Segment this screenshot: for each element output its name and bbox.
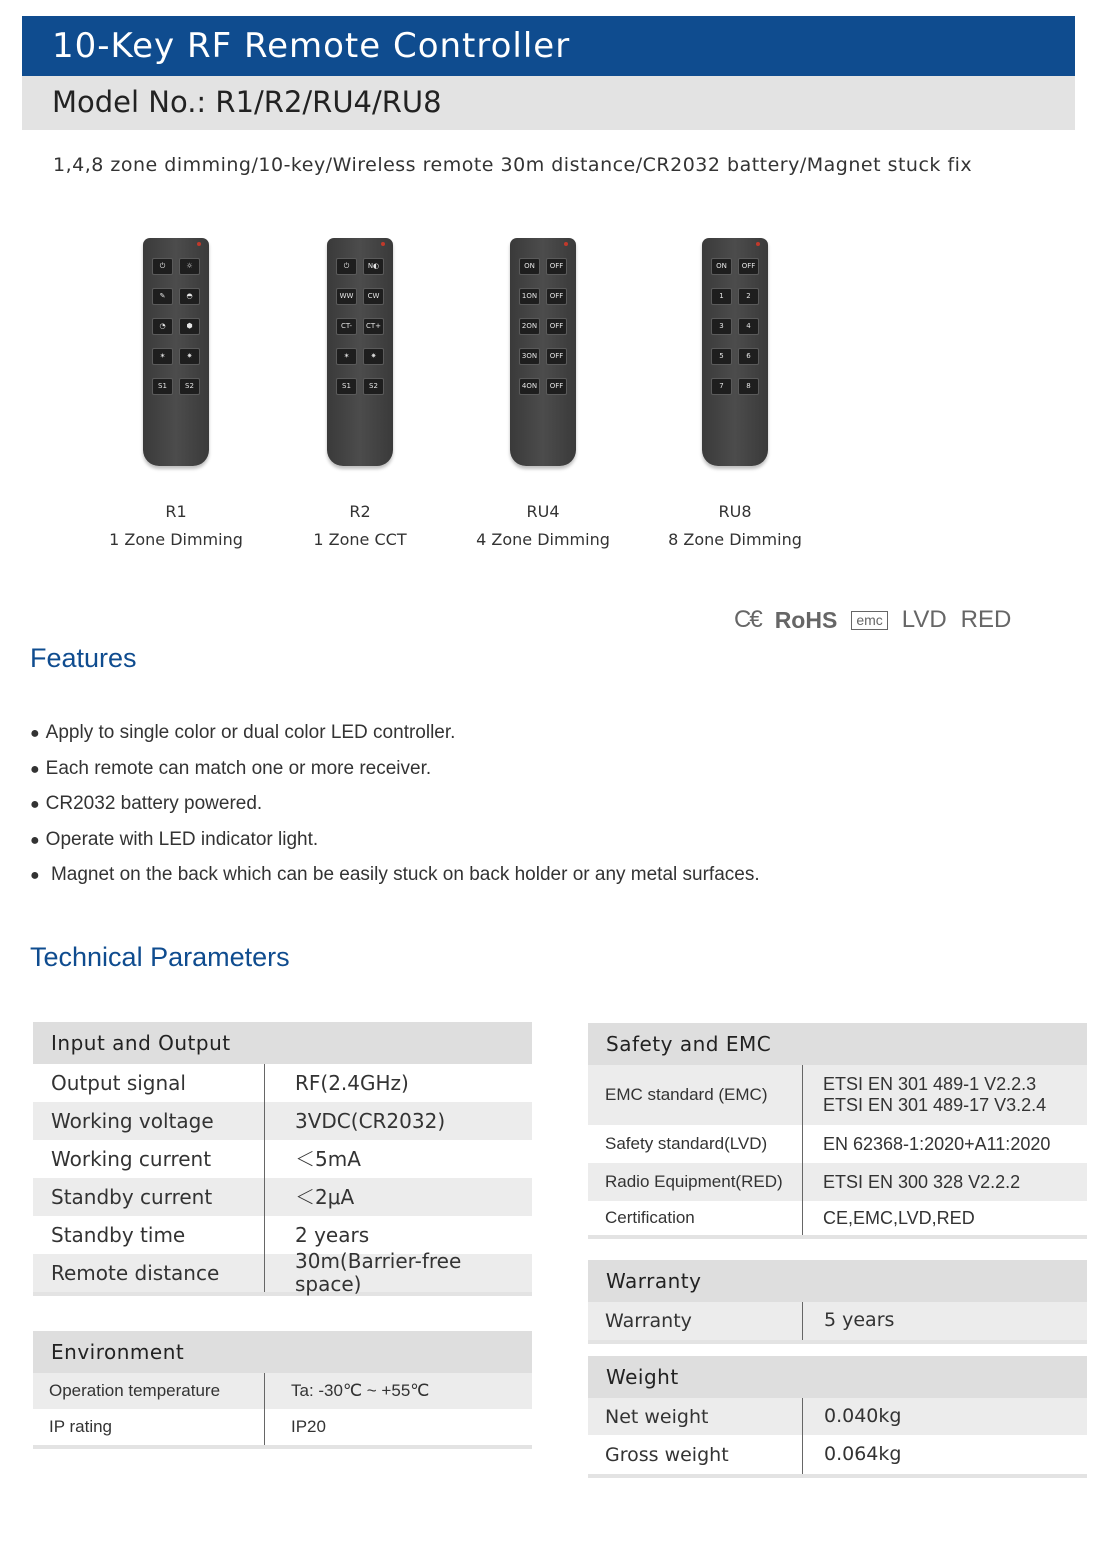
remote-key: ON xyxy=(519,258,540,275)
technical-parameters-heading: Technical Parameters xyxy=(30,942,290,972)
remote-description: 1 Zone CCT xyxy=(313,530,407,549)
remote-description: 4 Zone Dimming xyxy=(476,530,610,549)
table-row xyxy=(588,1302,1087,1340)
remote-key: S2 xyxy=(363,378,384,395)
remote-key: 2ON xyxy=(519,318,540,335)
table-header: Warranty xyxy=(588,1260,1087,1302)
remote-r2-image xyxy=(327,238,393,466)
parameter-label: Working current xyxy=(51,1147,212,1171)
remote-key: 2 xyxy=(738,288,759,305)
parameter-label: Gross weight xyxy=(605,1443,729,1466)
remote-key: ✎ xyxy=(152,288,173,305)
emc-mark: emc xyxy=(851,611,887,630)
remote-key: N◐ xyxy=(363,258,384,275)
table-row xyxy=(588,1065,1087,1125)
remote-key: OFF xyxy=(738,258,759,275)
remote-key: ✶ xyxy=(336,348,357,365)
environment-table xyxy=(33,1331,532,1449)
remote-key: 3 xyxy=(711,318,732,335)
remote-key: OFF xyxy=(546,348,567,365)
parameter-value: ＜2μA xyxy=(295,1184,355,1209)
parameter-value: 0.064kg xyxy=(824,1442,902,1465)
features-list xyxy=(30,715,760,893)
parameter-value: 2 years xyxy=(295,1222,370,1247)
page-title: 10-Key RF Remote Controller xyxy=(52,26,571,66)
remote-key: 7 xyxy=(711,378,732,395)
remote-model-name: R2 xyxy=(349,502,371,521)
remote-model-name: RU4 xyxy=(526,502,560,521)
table-row xyxy=(588,1201,1087,1235)
remote-caption xyxy=(91,498,261,554)
remote-key: ✷ xyxy=(179,348,200,365)
remote-key: OFF xyxy=(546,288,567,305)
remote-ru4-image xyxy=(510,238,576,466)
parameter-label: Remote distance xyxy=(51,1261,220,1285)
table-row xyxy=(33,1102,532,1140)
remote-key: S2 xyxy=(179,378,200,395)
bullet-icon: ● xyxy=(30,760,40,778)
parameter-value: RF(2.4GHz) xyxy=(295,1070,409,1095)
certification-logos xyxy=(734,605,1011,635)
table-row xyxy=(588,1435,1087,1474)
table-header: Safety and EMC xyxy=(588,1023,1087,1065)
parameter-label: Working voltage xyxy=(51,1109,214,1133)
parameter-value: 3VDC(CR2032) xyxy=(295,1108,446,1133)
bullet-icon: ● xyxy=(30,867,40,884)
indicator-led xyxy=(197,242,201,246)
table-row xyxy=(588,1398,1087,1435)
remote-caption xyxy=(275,498,445,554)
remote-key: 8 xyxy=(738,378,759,395)
parameter-value: CE,EMC,LVD,RED xyxy=(823,1207,975,1228)
ce-mark: C€ xyxy=(734,606,761,633)
model-number: Model No.: R1/R2/RU4/RU8 xyxy=(52,85,442,119)
title-bar xyxy=(22,16,1075,76)
bullet-icon: ● xyxy=(30,831,40,849)
weight-table xyxy=(588,1356,1087,1478)
table-row xyxy=(588,1125,1087,1163)
feature-item: ● Apply to single color or dual color LED controller. xyxy=(30,722,456,743)
remote-key: CT+ xyxy=(363,318,384,335)
parameter-label: Radio Equipment(RED) xyxy=(605,1172,783,1191)
bullet-icon: ● xyxy=(30,796,40,813)
table-row xyxy=(33,1409,532,1445)
parameter-value: IP20 xyxy=(291,1417,326,1437)
remote-key: OFF xyxy=(546,258,567,275)
remote-ru8-image xyxy=(702,238,768,466)
indicator-led xyxy=(564,242,568,246)
input-output-table xyxy=(33,1022,532,1296)
tagline: 1,4,8 zone dimming/10-key/Wireless remote 30m distance/CR2032 battery/Magnet stuck fix xyxy=(53,154,973,176)
red-mark: RED xyxy=(960,606,1012,633)
warranty-table xyxy=(588,1260,1087,1344)
remote-caption xyxy=(650,498,820,554)
remote-key: OFF xyxy=(546,378,567,395)
remote-caption xyxy=(458,498,628,554)
remote-key: 3ON xyxy=(519,348,540,365)
remote-r1-image xyxy=(143,238,209,466)
remote-key: CW xyxy=(363,288,384,305)
remote-key: 5 xyxy=(711,348,732,365)
remote-key: OFF xyxy=(546,318,567,335)
table-row xyxy=(33,1373,532,1409)
remote-key: ✶ xyxy=(152,348,173,365)
remote-key: 6 xyxy=(738,348,759,365)
remote-key: 1 xyxy=(711,288,732,305)
parameter-value: ETSI EN 300 328 V2.2.2 xyxy=(823,1171,1021,1192)
indicator-led xyxy=(381,242,385,246)
table-row xyxy=(33,1064,532,1102)
remote-key: ON xyxy=(711,258,732,275)
parameter-value: ＜5mA xyxy=(295,1146,361,1171)
parameter-value: 5 years xyxy=(824,1309,895,1332)
table-row xyxy=(588,1163,1087,1201)
parameter-value: Ta: -30℃ ~ +55℃ xyxy=(291,1381,430,1401)
table-row xyxy=(33,1178,532,1216)
remote-key: 1ON xyxy=(519,288,540,305)
remote-key: ⬢ xyxy=(179,318,200,335)
remote-key: WW xyxy=(336,288,357,305)
rohs-mark: RoHS xyxy=(774,606,838,633)
remote-key: S1 xyxy=(152,378,173,395)
feature-item: ● CR2032 battery powered. xyxy=(30,793,263,814)
remote-key: ⏻ xyxy=(336,258,357,275)
parameter-label: Standby current xyxy=(51,1185,213,1209)
parameter-label: IP rating xyxy=(49,1417,113,1436)
parameter-label: Output signal xyxy=(51,1071,186,1095)
parameter-value: ETSI EN 301 489-1 V2.2.3 ETSI EN 301 489-17 V3.2.4 xyxy=(823,1074,1047,1115)
remote-description: 1 Zone Dimming xyxy=(109,530,243,549)
remote-key: ⏻ xyxy=(152,258,173,275)
remote-key: ◓ xyxy=(179,288,200,305)
indicator-led xyxy=(756,242,760,246)
feature-item: ● Operate with LED indicator light. xyxy=(30,828,319,850)
remote-key: ◔ xyxy=(152,318,173,335)
remote-key: S1 xyxy=(336,378,357,395)
remote-key: ✷ xyxy=(363,348,384,365)
parameter-value: 30m(Barrier-free space) xyxy=(295,1249,462,1296)
remote-key: ☼ xyxy=(179,258,200,275)
remote-description: 8 Zone Dimming xyxy=(668,530,802,549)
parameter-label: Safety standard(LVD) xyxy=(605,1134,768,1153)
parameter-label: Warranty xyxy=(605,1310,692,1332)
parameter-value: 0.040kg xyxy=(824,1404,902,1427)
feature-item: ● Magnet on the back which can be easily stuck on back holder or any metal surfaces. xyxy=(30,864,760,885)
parameter-label: Standby time xyxy=(51,1223,186,1247)
features-heading: Features xyxy=(30,643,137,673)
remote-model-name: RU8 xyxy=(718,502,752,521)
remote-model-name: R1 xyxy=(165,502,187,521)
lvd-mark: LVD xyxy=(901,606,947,633)
parameter-label: Net weight xyxy=(605,1405,709,1428)
bullet-icon: ● xyxy=(30,725,40,742)
parameter-value: EN 62368-1:2020+A11:2020 xyxy=(823,1133,1051,1154)
remote-key: CT- xyxy=(336,318,357,335)
table-row xyxy=(33,1140,532,1178)
safety-emc-table xyxy=(588,1023,1087,1239)
table-row xyxy=(33,1249,532,1296)
parameter-label: EMC standard (EMC) xyxy=(605,1085,768,1104)
table-header: Weight xyxy=(588,1356,1087,1398)
model-bar xyxy=(22,76,1075,130)
table-header: Environment xyxy=(33,1331,532,1373)
parameter-label: Operation temperature xyxy=(49,1381,221,1400)
remote-key: 4ON xyxy=(519,378,540,395)
table-header: Input and Output xyxy=(33,1022,532,1064)
feature-item: ● Each remote can match one or more receiver. xyxy=(30,757,432,779)
parameter-label: Certification xyxy=(605,1208,695,1227)
remote-key: 4 xyxy=(738,318,759,335)
